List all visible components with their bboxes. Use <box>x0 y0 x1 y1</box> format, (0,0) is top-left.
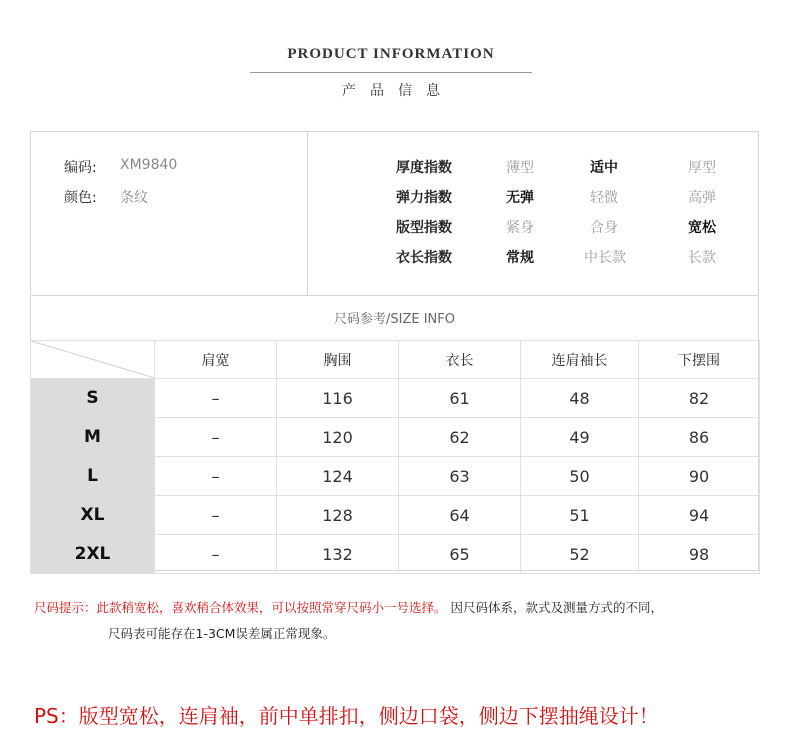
color-value: 条纹 <box>120 190 148 206</box>
index-option: 无弹 <box>506 190 534 206</box>
index-option: 高弹 <box>688 190 716 206</box>
table-cell: – <box>155 457 277 496</box>
index-name: 弹力指数 <box>396 190 452 206</box>
table-cell: 86 <box>639 418 760 457</box>
code-value: XM9840 <box>120 157 178 173</box>
table-cell: – <box>155 496 277 535</box>
table-cell: 50 <box>521 457 639 496</box>
table-cell: 48 <box>521 379 639 418</box>
table-cell: – <box>155 418 277 457</box>
table-cell: 124 <box>277 457 399 496</box>
size-note-line2: 尺码表可能存在1-3CM误差属正常现象。 <box>108 626 336 641</box>
table-cell: 49 <box>521 418 639 457</box>
size-label: 2XL <box>31 535 155 574</box>
table-row <box>31 418 760 457</box>
table-row <box>31 535 760 574</box>
table-cell: 128 <box>277 496 399 535</box>
column-header: 衣长 <box>399 341 521 379</box>
diagonal-line <box>31 341 155 378</box>
table-header-row <box>31 341 760 379</box>
table-row <box>31 379 760 418</box>
index-name: 衣长指数 <box>396 250 452 266</box>
index-option: 中长款 <box>584 250 626 266</box>
ps-note: PS：版型宽松，连肩袖，前中单排扣，侧边口袋，侧边下摆抽绳设计！ <box>34 704 659 728</box>
table-row <box>31 457 760 496</box>
table-cell: – <box>155 379 277 418</box>
table-cell: 90 <box>639 457 760 496</box>
table-cell: 63 <box>399 457 521 496</box>
size-note-text: 因尺码体系，款式及测量方式的不同， <box>450 600 664 615</box>
size-label: L <box>31 457 155 496</box>
table-cell: 132 <box>277 535 399 574</box>
index-name: 版型指数 <box>396 220 452 236</box>
column-header: 胸围 <box>277 341 399 379</box>
index-option: 长款 <box>688 250 716 266</box>
index-option: 适中 <box>590 160 618 176</box>
table-cell: 65 <box>399 535 521 574</box>
page-subtitle: 产品信息 <box>342 83 454 99</box>
color-label: 颜色: <box>64 190 97 206</box>
table-cell: 98 <box>639 535 760 574</box>
index-option: 厚型 <box>688 160 716 176</box>
size-label: S <box>31 379 155 418</box>
table-cell: 61 <box>399 379 521 418</box>
index-option: 轻微 <box>590 190 618 206</box>
index-option: 常规 <box>506 250 534 266</box>
table-cell: 51 <box>521 496 639 535</box>
horizontal-divider <box>30 295 759 296</box>
code-label: 编码: <box>64 160 97 176</box>
table-cell: 52 <box>521 535 639 574</box>
table-row <box>31 496 760 535</box>
table-cell: 62 <box>399 418 521 457</box>
column-header: 肩宽 <box>155 341 277 379</box>
size-label: M <box>31 418 155 457</box>
column-header: 下摆围 <box>639 341 760 379</box>
index-option: 紧身 <box>506 220 534 236</box>
vertical-divider <box>307 131 308 295</box>
index-option: 宽松 <box>688 220 716 236</box>
index-option: 合身 <box>590 220 618 236</box>
size-info-title: 尺码参考/SIZE INFO <box>334 312 455 327</box>
table-cell: 64 <box>399 496 521 535</box>
table-corner <box>31 341 155 379</box>
size-label: XL <box>31 496 155 535</box>
table-cell: 94 <box>639 496 760 535</box>
page-title: PRODUCT INFORMATION <box>287 46 495 62</box>
size-table <box>30 340 760 574</box>
index-name: 厚度指数 <box>396 160 452 176</box>
table-cell: 116 <box>277 379 399 418</box>
table-cell: 120 <box>277 418 399 457</box>
column-header: 连肩袖长 <box>521 341 639 379</box>
table-cell: – <box>155 535 277 574</box>
index-option: 薄型 <box>506 160 534 176</box>
size-note <box>34 598 663 616</box>
size-note-warning: 尺码提示：此款稍宽松，喜欢稍合体效果，可以按照常穿尺码小一号选择。 <box>34 600 447 615</box>
title-divider <box>250 72 532 73</box>
table-cell: 82 <box>639 379 760 418</box>
